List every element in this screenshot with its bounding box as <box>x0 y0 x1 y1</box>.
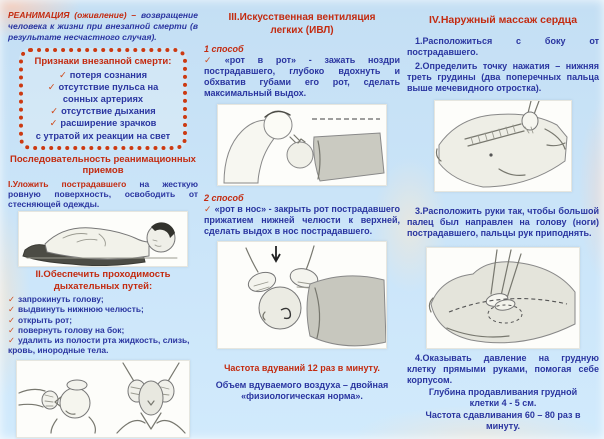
hand-position-figure <box>434 100 572 192</box>
check-mark-icon: ✓ <box>58 70 67 81</box>
signs-list-item <box>29 117 177 129</box>
signs-box-footer: с утратой их реакции на свет <box>35 130 171 141</box>
airway-step-label: выдвинуть нижнюю челюсть; <box>18 304 144 315</box>
airway-step-item <box>8 335 198 356</box>
ventilation-rate-note: Частота вдуваний 12 раз в минуту. <box>224 362 380 373</box>
check-mark-icon: ✓ <box>49 118 58 129</box>
step1-paragraph <box>8 179 198 209</box>
signs-item-label: отсутствие дыхания <box>61 106 156 117</box>
airway-steps-list <box>8 294 198 356</box>
check-mark-icon: ✓ <box>50 106 59 117</box>
compression-rate-note: Частота сдавливания 60 – 80 раз в минуту. <box>425 409 581 431</box>
airway-step-item <box>8 325 198 335</box>
intro-definition: возвращение человека к жизни при внезапной смерти (в результате несчастного случая). <box>8 10 198 43</box>
method1-text: «рот в рот» - зажать ноздри пострадавшего, глубоко вдохнуть и обхватив губами его рот, сделать максимальный выдох. <box>204 55 400 98</box>
casualty-lying-figure <box>18 211 188 267</box>
check-mark-icon: ✓ <box>47 82 56 93</box>
signs-item-label: отсутствие пульса на сонных артериях <box>58 82 159 105</box>
massage-step2: 2.Определить точку нажатия – нижняя треть грудины (два поперечных пальца выше мечевидного отростка). <box>407 60 599 93</box>
airway-step-item <box>8 294 198 304</box>
airway-step-label: открыть рот; <box>18 314 72 325</box>
step1-text: на жесткую ровную поверхность, освободить от стесняющей одежды. <box>8 179 198 210</box>
method2-text: «рот в нос» - закрыть рот пострадавшего прижатием нижней челюсти к верхней, сделать выдох в нос пострадавшего. <box>204 203 400 236</box>
mouth-to-mouth-figure <box>217 104 387 186</box>
massage-step1: 1.Расположиться с боку от пострадавшего. <box>407 36 599 57</box>
intro-paragraph <box>8 10 198 43</box>
massage-title: IV.Наружный массаж сердца <box>428 14 578 26</box>
signs-box-title: Признаки внезапной смерти: <box>34 56 172 68</box>
signs-item-label: расширение зрачков <box>60 118 157 129</box>
check-mark-icon: ✓ <box>204 55 222 65</box>
sudden-death-signs-box <box>19 48 187 149</box>
mouth-to-nose-figure <box>217 241 387 349</box>
method1-label: 1 способ <box>204 44 244 54</box>
compression-depth-note: Глубина продавливания грудной клетки 4 - 5 см. <box>428 386 578 408</box>
check-mark-icon: ✓ <box>8 304 16 315</box>
check-mark-icon: ✓ <box>8 324 16 335</box>
left-column <box>8 0 198 438</box>
signs-item-label: потеря сознания <box>69 70 148 81</box>
method1-paragraph <box>204 55 400 99</box>
middle-column <box>204 0 400 403</box>
ivl-title: III.Искусственная вентиляция легких (ИВЛ) <box>228 12 376 36</box>
signs-list-item <box>29 69 177 81</box>
ventilation-volume-note: Объем вдуваемого воздуха – двойная «физиологическая норма». <box>215 380 389 402</box>
airway-step-label: запрокинуть голову; <box>18 294 104 305</box>
check-mark-icon: ✓ <box>204 203 212 214</box>
massage-step4: 4.Оказывать давление на грудную клетку прямыми руками, помогая себе корпусом. <box>407 352 599 385</box>
check-mark-icon: ✓ <box>8 314 16 325</box>
signs-list-item <box>29 81 177 105</box>
massage-step3: 3.Расположить руки так, чтобы большой палец был направлен на голову (ноги) пострадавшего, пальцы рук приподнять. <box>407 205 599 238</box>
method2-label: 2 способ <box>204 192 244 203</box>
step1-lead: I.Уложить пострадавшего <box>8 179 127 190</box>
intro-term: РЕАНИМАЦИЯ (оживление) – <box>8 10 137 20</box>
check-mark-icon: ✓ <box>8 294 16 305</box>
method2-paragraph <box>204 204 400 237</box>
step2-title: II.Обеспечить проходимость дыхательных путей: <box>35 269 171 293</box>
airway-step-label: удалить из полости рта жидкость, слизь, кровь, инородные тела. <box>8 335 190 356</box>
right-column <box>407 0 599 432</box>
signs-list <box>29 69 177 129</box>
airway-step-label: повернуть голову на бок; <box>18 324 125 335</box>
airway-step-item <box>8 315 198 325</box>
signs-list-item <box>29 105 177 117</box>
check-mark-icon: ✓ <box>8 335 16 346</box>
sequence-title: Последовательность реанимационных приемов <box>10 153 196 177</box>
chest-compression-figure <box>426 247 580 349</box>
airway-step-item <box>8 304 198 314</box>
airway-maneuvers-figure <box>16 360 190 438</box>
